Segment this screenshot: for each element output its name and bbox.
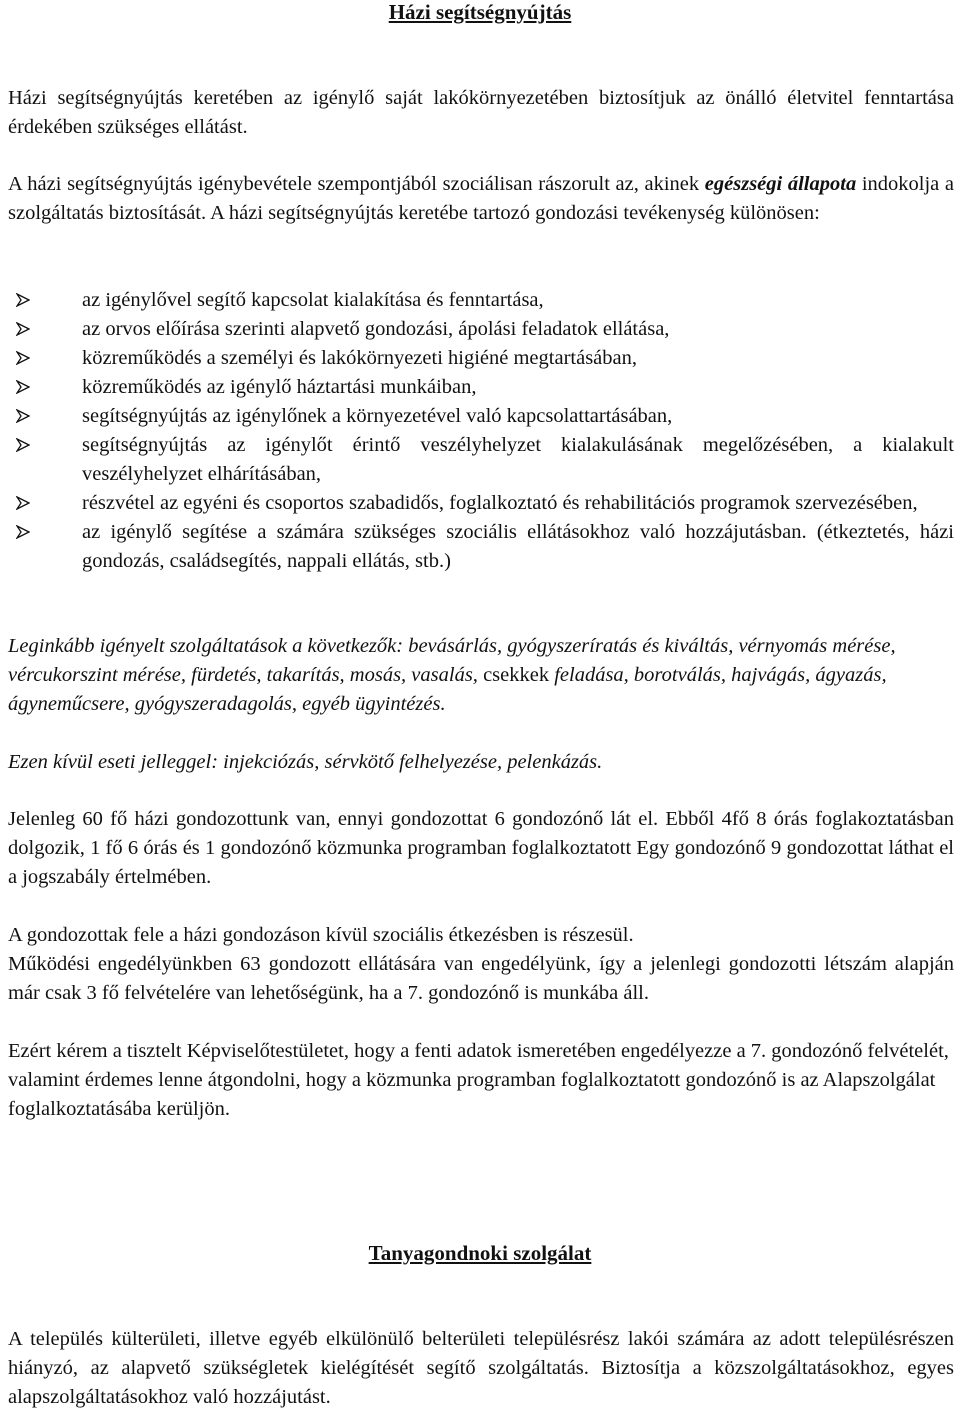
- arrow-bullet-icon: [16, 351, 30, 365]
- list-item: [8, 373, 954, 402]
- list-item: [8, 431, 954, 489]
- services-paragraph: [8, 632, 954, 719]
- intro-paragraph: Házi segítségnyújtás keretében az igénylő saját lakókörnyezetében biztosítjuk az önálló életvitel fenntartása érdekében szükséges ellátást.: [8, 87, 954, 138]
- eligibility-paragraph: [8, 170, 954, 228]
- list-item-text: az orvos előírása szerinti alapvető gondozási, ápolási feladatok ellátása,: [82, 318, 670, 340]
- list-item: [8, 489, 954, 518]
- arrow-bullet-icon: [16, 380, 30, 394]
- care-activities-list: [8, 286, 954, 576]
- arrow-bullet-icon: [16, 438, 30, 452]
- exceptional-services: Ezen kívül eseti jelleggel: injekciózás, sérvkötő felhelyezése, pelenkázás.: [8, 751, 603, 773]
- services-text-b: csekkek: [477, 664, 555, 686]
- list-item-text: közreműködés a személyi és lakókörnyezeti higiéné megtartásában,: [82, 347, 637, 369]
- services-text-a: Leginkább igényelt szolgáltatások a következők: bevásárlás, gyógyszeríratás és kiváltás, vérnyomás mérése, vércukorszint mérése, fürdetés, takarítás, mosás, vasalás,: [8, 635, 896, 686]
- section-title-tanya: Tanyagondnoki szolgálat: [368, 1241, 592, 1265]
- list-item-text: részvétel az egyéni és csoportos szabadidős, foglalkoztató és rehabilitációs programok szervezésében,: [82, 492, 918, 514]
- tanya-paragraph: A település külterületi, illetve egyéb elkülönülő belterületi településrész lakói számára az adott településrészen hiányzó, az alapvető szükségletek kielégítését segítő szolgáltatás. Biztosítja a közszolgáltatásokhoz, egyes alapszolgáltatásokhoz való hozzájutást.: [8, 1328, 954, 1408]
- list-item-text: az igénylővel segítő kapcsolat kialakítása és fenntartása,: [82, 289, 544, 311]
- list-item-text: az igénylő segítése a számára szükséges szociális ellátásokhoz való hozzájutásban. (étkeztetés, házi gondozás, családsegítés, nappali ellátás, stb.): [82, 521, 954, 572]
- meals-paragraph: A gondozottak fele a házi gondozáson kívül szociális étkezésben is részesül.: [8, 924, 634, 946]
- services-text-c: feladása, borotválás, hajvágás, ágyazás, ágyneműcsere, gyógyszeradagolás, egyéb ügyintézés.: [8, 664, 887, 715]
- eligibility-text-c: indokolja a szolgáltatás biztosítását. A házi segítségnyújtás keretébe tartozó gondozási tevékenység különösen:: [8, 173, 955, 224]
- arrow-bullet-icon: [16, 322, 30, 336]
- list-item: [8, 402, 954, 431]
- list-item-text: segítségnyújtás az igénylőnek a környezetével való kapcsolattartásában,: [82, 405, 673, 427]
- list-item-text: közreműködés az igénylő háztartási munkáiban,: [82, 376, 477, 398]
- license-paragraph: Működési engedélyünkben 63 gondozott ellátására van engedélyünk, így a jelenlegi gondozotti létszám alapján már csak 3 fő felvételére van lehetőségünk, ha a 7. gondozónő is munkába áll.: [8, 953, 954, 1004]
- list-item: [8, 344, 954, 373]
- staffing-paragraph: Jelenleg 60 fő házi gondozottunk van, ennyi gondozottat 6 gondozónő lát el. Ebből 4fő 8 órás foglakoztatásban dolgozik, 1 fő 6 órás és 1 gondozónő közmunka programban foglalkoztatott Egy gondozónő 9 gondozottat láthat el a jogszabály értelmében.: [8, 808, 954, 888]
- list-item: [8, 286, 954, 315]
- section-title-hazi: Házi segítségnyújtás: [388, 0, 572, 24]
- eligibility-text-a: A házi segítségnyújtás igénybevétele szempontjából szociálisan rászorult az, akinek: [8, 173, 705, 195]
- list-item: [8, 315, 954, 344]
- arrow-bullet-icon: [16, 409, 30, 423]
- list-item-text: segítségnyújtás az igénylőt érintő veszélyhelyzet kialakulásának megelőzésében, a kialakult veszélyhelyzet elhárításában,: [82, 434, 954, 485]
- eligibility-text-emphasis: egészségi állapota: [704, 173, 857, 195]
- arrow-bullet-icon: [16, 525, 30, 539]
- arrow-bullet-icon: [16, 293, 30, 307]
- request-paragraph: Ezért kérem a tisztelt Képviselőtestületet, hogy a fenti adatok ismeretében engedélyezze a 7. gondozónő felvételét, valamint érdemes lenne átgondolni, hogy a közmunka programban foglalkoztatott gondozónő is az Alapszolgálat foglalkoztatásába kerüljön.: [8, 1040, 949, 1120]
- arrow-bullet-icon: [16, 496, 30, 510]
- list-item: [8, 518, 954, 576]
